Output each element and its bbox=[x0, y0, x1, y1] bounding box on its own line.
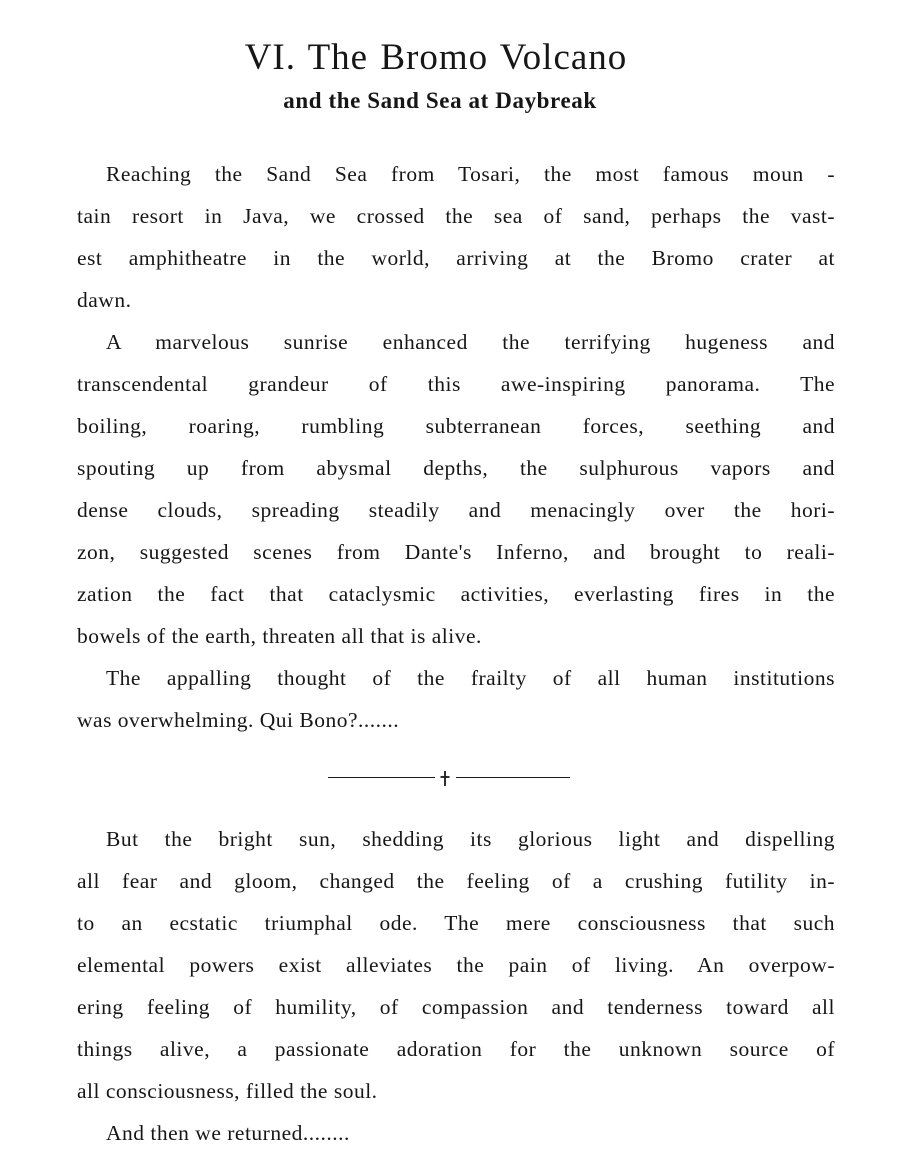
section-two bbox=[77, 818, 835, 1154]
text-line: to an ecstatic triumphal ode. The mere consciousness that such bbox=[77, 911, 835, 935]
page-title: VI. The Bromo Volcano bbox=[244, 37, 628, 78]
text-line: Reaching the Sand Sea from Tosari, the most famous moun - bbox=[106, 162, 835, 186]
text-line: tain resort in Java, we crossed the sea of sand, perhaps the vast- bbox=[77, 204, 835, 228]
text-line: bowels of the earth, threaten all that is alive. bbox=[77, 624, 482, 648]
text-line: zation the fact that cataclysmic activities, everlasting fires in the bbox=[77, 582, 835, 606]
text-line: all fear and gloom, changed the feeling of a crushing futility in- bbox=[77, 869, 835, 893]
text-line: ering feeling of humility, of compassion and tenderness toward all bbox=[77, 995, 835, 1019]
text-line: things alive, a passionate adoration for the unknown source of bbox=[77, 1037, 835, 1061]
divider-rule-left bbox=[328, 777, 435, 778]
text-line: dense clouds, spreading steadily and menacingly over the hori- bbox=[77, 498, 835, 522]
text-line: But the bright sun, shedding its glorious light and dispelling bbox=[106, 827, 835, 851]
text-line: elemental powers exist alleviates the pain of living. An overpow- bbox=[77, 953, 835, 977]
text-line: was overwhelming. Qui Bono?....... bbox=[77, 708, 400, 732]
text-line: A marvelous sunrise enhanced the terrifying hugeness and bbox=[106, 330, 835, 354]
cross-ornament-icon bbox=[440, 769, 450, 787]
section-divider bbox=[328, 766, 570, 790]
text-line: zon, suggested scenes from Dante's Inferno, and brought to reali- bbox=[77, 540, 835, 564]
page-subtitle: and the Sand Sea at Daybreak bbox=[283, 88, 597, 113]
text-line: est amphitheatre in the world, arriving at the Bromo crater at bbox=[77, 246, 835, 270]
divider-rule-right bbox=[456, 777, 570, 778]
text-line: spouting up from abysmal depths, the sulphurous vapors and bbox=[77, 456, 835, 480]
text-line: dawn. bbox=[77, 288, 132, 312]
text-line: The appalling thought of the frailty of all human institutions bbox=[106, 666, 835, 690]
text-line: transcendental grandeur of this awe-inspiring panorama. The bbox=[77, 372, 835, 396]
section-one bbox=[77, 153, 835, 741]
text-line: all consciousness, filled the soul. bbox=[77, 1079, 378, 1103]
text-line: And then we returned........ bbox=[106, 1121, 350, 1145]
text-line: boiling, roaring, rumbling subterranean forces, seething and bbox=[77, 414, 835, 438]
